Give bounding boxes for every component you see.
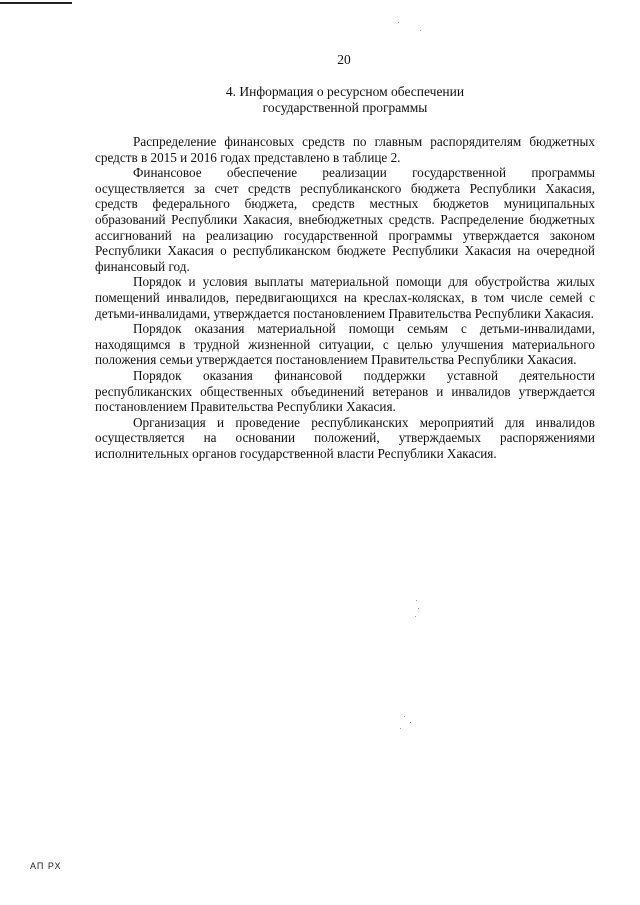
- scan-speck: [416, 600, 417, 601]
- scan-speck: [398, 22, 399, 23]
- footer-stamp: АП РХ: [30, 861, 62, 871]
- scan-speck: [418, 608, 419, 609]
- paragraph-financing: Финансовое обеспечение реализации государственной программы осуществляется за счет средств республиканского бюджета Республики Хакасия, средств федерального бюджета, средств местных бюджетов муниципальных образований Республики Хакасия, внебюджетных средств. Распределение бюджетных ассигнований на реализацию государственной программы утверждается законом Республики Хакасия о республиканском бюджете Республики Хакасия на очередной финансовый год.: [95, 165, 595, 274]
- paragraph-family-aid: Порядок оказания материальной помощи семьям с детьми-инвалидами, находящимся в трудной жизненной ситуации, с целью улучшения материального положения семьи утверждается постановлением Правительства Республики Хакасия.: [95, 321, 595, 368]
- scan-speck: [420, 30, 421, 31]
- paragraph-distribution: Распределение финансовых средств по главным распорядителям бюджетных средств в 2015 и 2016 годах представлено в таблице 2.: [95, 134, 595, 165]
- section-title-line-1: 4. Информация о ресурсном обеспечении: [225, 84, 465, 99]
- body-text: [95, 134, 595, 461]
- scan-edge-mark: [0, 2, 72, 4]
- scan-speck: [410, 722, 411, 723]
- scan-speck: [400, 728, 401, 729]
- scan-speck: [404, 716, 405, 717]
- paragraph-events: Организация и проведение республиканских мероприятий для инвалидов осуществляется на основании положений, утверждаемых распоряжениями исполнительных органов государственной власти Республики Хакасия.: [95, 414, 595, 461]
- section-title-line-2: государственной программы: [262, 100, 428, 115]
- scan-speck: [415, 616, 416, 617]
- page-number: 20: [337, 52, 351, 67]
- section-title: [95, 84, 595, 116]
- paragraph-housing-aid: Порядок и условия выплаты материальной помощи для обустройства жилых помещений инвалидов, передвигающихся на креслах-колясках, в том числе семей с детьми-инвалидами, утверждается постановлением Правительства Республики Хакасия.: [95, 274, 595, 321]
- paragraph-ngo-support: Порядок оказания финансовой поддержки уставной деятельности республиканских общественных объединений ветеранов и инвалидов утверждается постановлением Правительства Республики Хакасия.: [95, 367, 595, 415]
